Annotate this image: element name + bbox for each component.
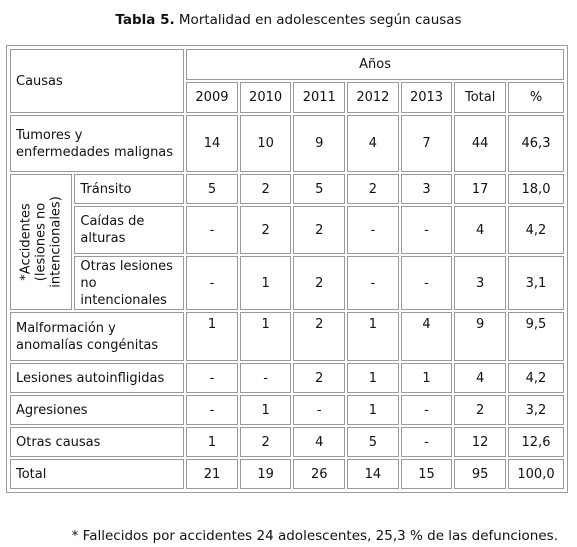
row-label: Tumores y enfermedades malignas bbox=[10, 115, 184, 172]
table-cell: 4 bbox=[347, 115, 399, 172]
table-cell: 1 bbox=[347, 363, 399, 393]
table-cell: 26 bbox=[293, 459, 345, 489]
table-row-total bbox=[10, 459, 564, 489]
table-cell: 4 bbox=[293, 427, 345, 457]
mortality-table bbox=[6, 45, 568, 493]
table-cell: 2 bbox=[454, 395, 506, 425]
table-cell: 1 bbox=[186, 427, 238, 457]
table-row bbox=[10, 427, 564, 457]
table-row bbox=[10, 363, 564, 393]
table-cell: 5 bbox=[186, 174, 238, 204]
table-cell: 4,2 bbox=[508, 206, 564, 254]
table-cell: 12,6 bbox=[508, 427, 564, 457]
table-row bbox=[10, 206, 564, 254]
table-cell: 4 bbox=[401, 312, 453, 361]
table-cell: 2 bbox=[240, 206, 292, 254]
table-cell: 1 bbox=[240, 395, 292, 425]
table-cell: - bbox=[401, 427, 453, 457]
table-cell: - bbox=[347, 256, 399, 310]
table-cell: - bbox=[240, 363, 292, 393]
header-year-2012: 2012 bbox=[347, 82, 399, 113]
table-cell: 44 bbox=[454, 115, 506, 172]
table-cell: 18,0 bbox=[508, 174, 564, 204]
table-cell: 21 bbox=[186, 459, 238, 489]
row-label: Otras lesiones no intencionales bbox=[74, 256, 184, 310]
table-cell: - bbox=[186, 206, 238, 254]
row-label: Total bbox=[10, 459, 184, 489]
header-anos: Años bbox=[186, 49, 564, 80]
group-label-line: (lesiones no bbox=[33, 202, 49, 282]
row-label: Tránsito bbox=[74, 174, 184, 204]
table-cell: 3,2 bbox=[508, 395, 564, 425]
table-cell: - bbox=[347, 206, 399, 254]
table-cell: 7 bbox=[401, 115, 453, 172]
table-cell: - bbox=[401, 395, 453, 425]
table-row bbox=[10, 312, 564, 361]
table-cell: - bbox=[293, 395, 345, 425]
table-cell: 1 bbox=[240, 256, 292, 310]
table-cell: 9,5 bbox=[508, 312, 564, 361]
group-label-line: intencionales) bbox=[48, 196, 64, 288]
table-cell: 4 bbox=[454, 363, 506, 393]
table-cell: 95 bbox=[454, 459, 506, 489]
table-cell: 14 bbox=[186, 115, 238, 172]
table-cell: - bbox=[186, 395, 238, 425]
group-label-accidentes bbox=[10, 174, 72, 310]
table-cell: 19 bbox=[240, 459, 292, 489]
header-year-2013: 2013 bbox=[401, 82, 453, 113]
table-cell: 9 bbox=[454, 312, 506, 361]
table-cell: 2 bbox=[293, 363, 345, 393]
table-row bbox=[10, 174, 564, 204]
table-cell: 2 bbox=[293, 256, 345, 310]
table-cell: 2 bbox=[240, 427, 292, 457]
table-cell: 46,3 bbox=[508, 115, 564, 172]
header-year-2010: 2010 bbox=[240, 82, 292, 113]
caption-text: Mortalidad en adolescentes según causas bbox=[178, 12, 462, 28]
table-cell: 3 bbox=[454, 256, 506, 310]
table-cell: 4 bbox=[454, 206, 506, 254]
table-cell: 10 bbox=[240, 115, 292, 172]
table-cell: 1 bbox=[186, 312, 238, 361]
table-cell: 2 bbox=[293, 206, 345, 254]
table-row bbox=[10, 256, 564, 310]
header-percent: % bbox=[508, 82, 564, 113]
table-cell: 9 bbox=[293, 115, 345, 172]
table-cell: - bbox=[401, 206, 453, 254]
group-label-line: *Accidentes bbox=[18, 203, 34, 281]
table-cell: 4,2 bbox=[508, 363, 564, 393]
row-label: Malformación y anomalías congénitas bbox=[10, 312, 184, 361]
table-cell: 14 bbox=[347, 459, 399, 489]
table-cell: 2 bbox=[347, 174, 399, 204]
header-year-2011: 2011 bbox=[293, 82, 345, 113]
table-cell: 2 bbox=[240, 174, 292, 204]
table-cell: 12 bbox=[454, 427, 506, 457]
table-cell: - bbox=[186, 256, 238, 310]
header-year-2009: 2009 bbox=[186, 82, 238, 113]
header-total: Total bbox=[454, 82, 506, 113]
row-label: Lesiones autoinfligidas bbox=[10, 363, 184, 393]
table-cell: - bbox=[401, 256, 453, 310]
row-label: Otras causas bbox=[10, 427, 184, 457]
table-cell: 3,1 bbox=[508, 256, 564, 310]
caption-label: Tabla 5. bbox=[115, 12, 175, 28]
table-cell: 100,0 bbox=[508, 459, 564, 489]
table-cell: 1 bbox=[240, 312, 292, 361]
table-cell: 17 bbox=[454, 174, 506, 204]
table-row bbox=[10, 395, 564, 425]
table-row bbox=[10, 115, 564, 172]
table-cell: 3 bbox=[401, 174, 453, 204]
header-causas: Causas bbox=[10, 49, 184, 113]
table-cell: 2 bbox=[293, 312, 345, 361]
table-cell: 5 bbox=[293, 174, 345, 204]
table-cell: 5 bbox=[347, 427, 399, 457]
table-cell: 1 bbox=[401, 363, 453, 393]
table-cell: 1 bbox=[347, 312, 399, 361]
row-label: Agresiones bbox=[10, 395, 184, 425]
table-cell: - bbox=[186, 363, 238, 393]
table-footnote: * Fallecidos por accidentes 24 adolescentes, 25,3 % de las defunciones. bbox=[71, 528, 558, 544]
table-caption bbox=[0, 12, 577, 28]
row-label: Caídas de alturas bbox=[74, 206, 184, 254]
table-cell: 15 bbox=[401, 459, 453, 489]
table-cell: 1 bbox=[347, 395, 399, 425]
